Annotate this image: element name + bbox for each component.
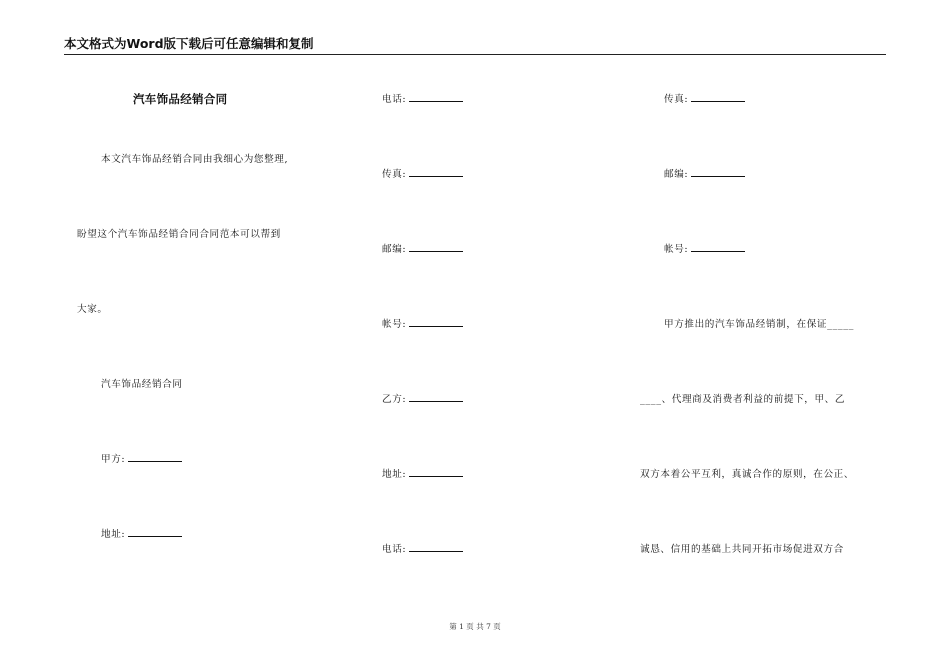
page-number: 第 1 页 共 7 页: [449, 622, 501, 631]
party-b-field: [382, 393, 463, 407]
field-blank: [409, 550, 463, 552]
field-label: 传真:: [382, 169, 407, 180]
field-label: 地址:: [382, 469, 407, 480]
postcode-field: [664, 168, 745, 182]
intro-line-2: 盼望这个汽车饰品经销合同合同范本可以帮到: [77, 229, 281, 240]
account-label: 帐号:: [664, 244, 689, 255]
paragraph-line-2: ____、代理商及消费者利益的前提下，甲、乙: [640, 394, 846, 405]
phone-field: [382, 93, 463, 107]
field-blank: [409, 100, 463, 102]
party-a-label: 甲方:: [101, 454, 126, 465]
field-blank: [409, 325, 463, 327]
fax-blank: [691, 100, 745, 102]
party-a-blank: [128, 460, 182, 462]
paragraph-line-3: 双方本着公平互利，真诚合作的原则，在公正、: [640, 469, 855, 480]
fax-field: [664, 93, 745, 107]
paragraph-line-4: 诚恳、信用的基础上共同开拓市场促进双方合: [640, 544, 844, 555]
address-blank: [128, 535, 182, 537]
intro-line-1: 本文汽车饰品经销合同由我细心为您整理,: [101, 154, 289, 165]
field-label: 帐号:: [382, 319, 407, 330]
field-label: 电话:: [382, 94, 407, 105]
contract-name: 汽车饰品经销合同: [101, 379, 183, 390]
field-blank: [409, 250, 463, 252]
address-field: [382, 468, 463, 482]
address-field: [101, 528, 182, 542]
account-blank: [691, 250, 745, 252]
field-blank: [409, 475, 463, 477]
field-label: 乙方:: [382, 394, 407, 405]
postcode-field: [382, 243, 463, 257]
fax-field: [382, 168, 463, 182]
header-text: 本文格式为Word版下载后可任意编辑和复制: [64, 36, 314, 51]
phone-field: [382, 543, 463, 557]
fax-label: 传真:: [664, 94, 689, 105]
field-label: 电话:: [382, 544, 407, 555]
postcode-label: 邮编:: [664, 169, 689, 180]
field-label: 邮编:: [382, 244, 407, 255]
page-header: [64, 36, 886, 55]
address-label: 地址:: [101, 529, 126, 540]
party-a-field: [101, 453, 182, 467]
account-field: [664, 243, 745, 257]
account-field: [382, 318, 463, 332]
document-title: 汽车饰品经销合同: [133, 92, 228, 106]
postcode-blank: [691, 175, 745, 177]
paragraph-line-1: 甲方推出的汽车饰品经销制，在保证_____: [664, 319, 855, 330]
field-blank: [409, 400, 463, 402]
field-blank: [409, 175, 463, 177]
intro-line-3: 大家。: [77, 304, 108, 315]
